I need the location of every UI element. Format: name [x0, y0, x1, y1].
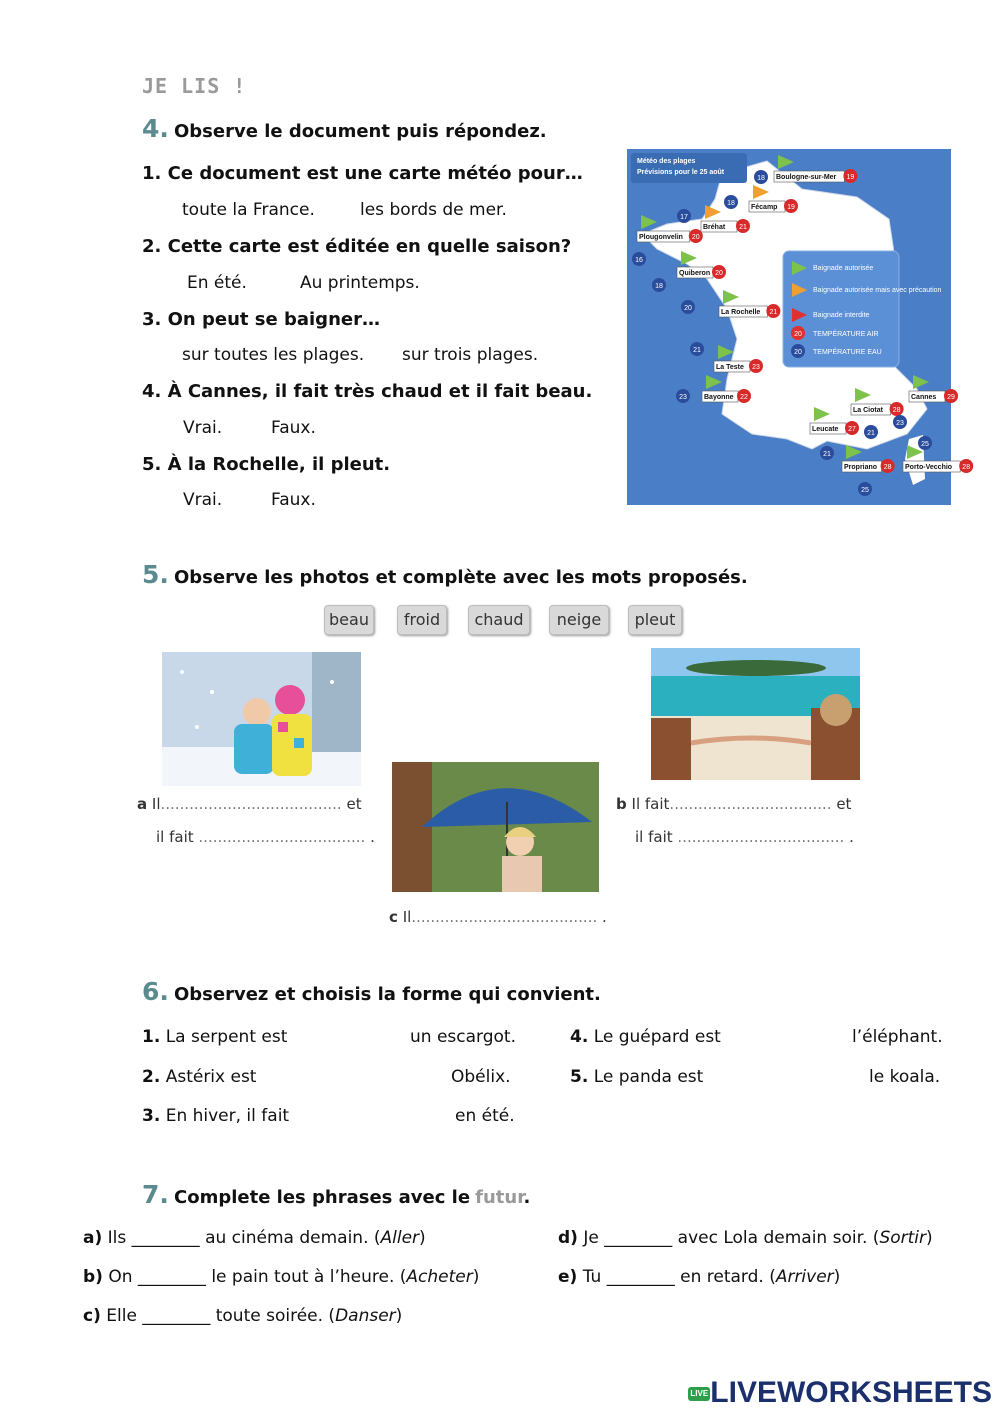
item-letter: b) — [83, 1267, 103, 1287]
blank-a2[interactable]: ................................... — [198, 828, 366, 846]
item-rest: avec Lola demain soir. ( — [677, 1228, 880, 1248]
s6-item-4 — [570, 1027, 721, 1047]
map-city-name: La Rochelle — [721, 309, 761, 316]
item-subject: Tu — [582, 1267, 602, 1287]
s6-item-3 — [142, 1106, 289, 1126]
page-header: JE LIS ! — [142, 74, 247, 98]
air-temp-value: 19 — [787, 204, 795, 211]
water-temp-value: 25 — [861, 487, 869, 494]
s7-item-a — [83, 1228, 426, 1248]
item-number: 1. — [142, 1027, 161, 1047]
section-number: 4. — [142, 114, 169, 143]
blank-input[interactable]: ________ — [606, 1267, 675, 1287]
legend-text-2: Baignade autorisée mais avec précaution — [813, 287, 942, 294]
photo-snow-children — [162, 652, 361, 786]
s6-item-4-end: l’éléphant. — [852, 1027, 943, 1047]
air-temp-value: 19 — [846, 174, 855, 181]
legend-text-1: Baignade autorisée — [813, 265, 874, 272]
section-5-heading — [142, 560, 748, 589]
item-close: ) — [926, 1228, 933, 1248]
legend-air-num: 20 — [794, 331, 802, 338]
water-temp-value: 25 — [921, 441, 929, 448]
water-temp-value: 21 — [867, 430, 875, 437]
blank-input[interactable]: ________ — [137, 1267, 206, 1287]
map-city-name: Bayonne — [704, 394, 734, 401]
blank-input[interactable]: ________ — [142, 1306, 211, 1326]
map-city-name: Porto-Vecchio — [905, 464, 953, 471]
label-b: b — [616, 795, 627, 813]
item-rest: le pain tout à l’heure. ( — [211, 1267, 407, 1287]
s6-item-1-end: un escargot. — [410, 1027, 516, 1047]
legend-text-5: TEMPÉRATURE EAU — [813, 349, 882, 356]
word-chip-froid[interactable]: froid — [397, 605, 447, 635]
map-city-name: Plougonvelin — [639, 234, 683, 241]
s6-item-5 — [570, 1067, 703, 1087]
option-2a[interactable]: En été. — [187, 273, 247, 293]
s6-item-2 — [142, 1067, 256, 1087]
s7-item-b — [83, 1267, 479, 1287]
map-city-name: Boulogne-sur-Mer — [776, 174, 837, 181]
water-temp-value: 18 — [757, 175, 765, 182]
section-7-heading — [142, 1180, 530, 1209]
fill-a-text: Il — [151, 795, 161, 813]
item-rest: au cinéma demain. ( — [205, 1228, 381, 1248]
logo-text: LIVEWORKSHEETS — [710, 1376, 992, 1409]
item-verb: Arriver — [775, 1267, 834, 1287]
section-title: Observez et choisis la forme qui convient. — [174, 984, 601, 1005]
air-temp-value: 28 — [892, 407, 901, 414]
question-5: 5. À la Rochelle, il pleut. — [142, 454, 391, 475]
s6-item-3-end: en été. — [455, 1106, 515, 1126]
option-3b[interactable]: sur trois plages. — [402, 345, 539, 365]
item-text: En hiver, il fait — [165, 1106, 290, 1126]
water-temp-value: 21 — [823, 451, 831, 458]
item-subject: On — [108, 1267, 133, 1287]
fill-b-end: . — [849, 828, 854, 846]
fill-a-end: . — [370, 828, 375, 846]
map-city-name: Fécamp — [751, 204, 778, 211]
section-title: Observe les photos et complète avec les mots proposés. — [174, 567, 748, 588]
item-close: ) — [395, 1306, 403, 1326]
water-temp-value: 21 — [693, 347, 701, 354]
water-temp-value: 20 — [684, 305, 692, 312]
option-1a[interactable]: toute la France. — [182, 200, 315, 220]
item-number: 2. — [142, 1067, 161, 1087]
fill-c-text: Il — [402, 908, 412, 926]
air-temp-value: 29 — [947, 394, 955, 401]
blank-c[interactable]: ....................................... — [411, 908, 598, 926]
item-verb: Aller — [380, 1228, 420, 1248]
map-city-name: La Ciotat — [853, 407, 883, 414]
fill-a-line2 — [156, 828, 375, 846]
item-letter: c) — [83, 1306, 101, 1326]
legend-text-3: Baignade interdite — [813, 312, 870, 319]
option-2b[interactable]: Au printemps. — [300, 273, 420, 293]
label-a: a — [137, 795, 148, 813]
air-temp-value: 20 — [691, 234, 700, 241]
water-temp-value: 18 — [655, 283, 663, 290]
item-close: ) — [833, 1267, 841, 1287]
fill-c-line — [389, 908, 607, 926]
s7-item-d — [558, 1228, 933, 1248]
beach-weather-map — [627, 149, 971, 505]
blank-a1[interactable]: ...................................... — [160, 795, 342, 813]
section-title-keyword: futur — [475, 1187, 524, 1208]
fill-a-line1 — [137, 795, 362, 813]
section-title: Complete les phrases avec le — [174, 1187, 471, 1208]
air-temp-value: 20 — [715, 270, 723, 277]
blank-b1[interactable]: .................................. — [669, 795, 832, 813]
fill-a-et: et — [346, 795, 362, 813]
item-subject: Ils — [107, 1228, 127, 1248]
option-5a[interactable]: Vrai. — [183, 490, 223, 510]
word-chip-chaud[interactable]: chaud — [468, 605, 530, 635]
question-1: 1. Ce document est une carte météo pour… — [142, 163, 583, 184]
item-letter: a) — [83, 1228, 103, 1248]
air-temp-value: 28 — [962, 464, 971, 471]
section-title-end: . — [523, 1187, 531, 1208]
section-number: 6. — [142, 977, 169, 1006]
item-letter: e) — [558, 1267, 578, 1287]
word-chip-pleut[interactable]: pleut — [628, 605, 682, 635]
map-city-name: Leucate — [812, 426, 839, 433]
item-verb: Sortir — [879, 1228, 927, 1248]
legend-text-4: TEMPÉRATURE AIR — [813, 331, 879, 338]
item-text: La serpent est — [165, 1027, 288, 1047]
option-1b[interactable]: les bords de mer. — [360, 200, 507, 220]
air-temp-value: 23 — [752, 364, 760, 371]
s6-item-1 — [142, 1027, 287, 1047]
option-5b[interactable]: Faux. — [271, 490, 316, 510]
item-rest: en retard. ( — [680, 1267, 776, 1287]
question-4: 4. À Cannes, il fait très chaud et il fait beau. — [142, 381, 593, 402]
map-city-name: Quiberon — [679, 270, 711, 277]
map-title-2: Prévisions pour le 25 août — [637, 169, 725, 176]
photo-beach — [651, 648, 860, 780]
water-temp-value: 16 — [635, 257, 643, 264]
item-verb: Danser — [335, 1306, 396, 1326]
s7-item-e — [558, 1267, 840, 1287]
fill-c-end: . — [602, 908, 607, 926]
s6-item-2-end: Obélix. — [451, 1067, 511, 1087]
map-title-1: Météo des plages — [637, 158, 696, 165]
item-text: Le guépard est — [593, 1027, 721, 1047]
section-number: 5. — [142, 560, 169, 589]
air-temp-value: 22 — [740, 394, 748, 401]
air-temp-value: 21 — [739, 224, 747, 231]
map-city-name: Cannes — [911, 394, 937, 401]
item-close: ) — [472, 1267, 480, 1287]
question-2: 2. Cette carte est éditée en quelle saison? — [142, 236, 572, 257]
blank-b2[interactable]: ................................... — [677, 828, 845, 846]
word-chip-neige[interactable]: neige — [549, 605, 609, 635]
map-city-name: Bréhat — [703, 224, 726, 231]
map-city-name: La Teste — [716, 364, 744, 371]
label-c: c — [389, 908, 398, 926]
fill-b-et: et — [836, 795, 852, 813]
item-subject: Je — [583, 1228, 599, 1248]
item-text: Le panda est — [593, 1067, 704, 1087]
option-4a[interactable]: Vrai. — [183, 418, 223, 438]
question-3: 3. On peut se baigner… — [142, 309, 380, 330]
item-number: 5. — [570, 1067, 589, 1087]
item-subject: Elle — [106, 1306, 137, 1326]
section-6-heading — [142, 977, 601, 1006]
option-4b[interactable]: Faux. — [271, 418, 316, 438]
section-title: Observe le document puis répondez. — [174, 121, 547, 142]
section-number: 7. — [142, 1180, 169, 1209]
fill-b-text2: il fait — [635, 828, 673, 846]
item-verb: Acheter — [406, 1267, 473, 1287]
water-temp-value: 23 — [679, 394, 687, 401]
s7-item-c — [83, 1306, 402, 1326]
s6-item-5-end: le koala. — [869, 1067, 941, 1087]
item-letter: d) — [558, 1228, 578, 1248]
item-number: 3. — [142, 1106, 161, 1126]
water-temp-value: 17 — [680, 214, 688, 221]
item-close: ) — [419, 1228, 426, 1248]
fill-b-line2 — [635, 828, 854, 846]
water-temp-value: 18 — [727, 200, 735, 207]
option-3a[interactable]: sur toutes les plages. — [182, 345, 365, 365]
section-4-heading — [142, 114, 547, 143]
blank-input[interactable]: ________ — [604, 1228, 673, 1248]
fill-a-text2: il fait — [156, 828, 194, 846]
air-temp-value: 27 — [848, 426, 856, 433]
liveworksheets-logo[interactable] — [688, 1376, 992, 1410]
photo-umbrella — [392, 762, 599, 892]
blank-input[interactable]: ________ — [131, 1228, 200, 1248]
air-temp-value: 21 — [769, 309, 778, 316]
item-text: Astérix est — [165, 1067, 257, 1087]
air-temp-value: 28 — [883, 464, 892, 471]
word-chip-beau[interactable]: beau — [324, 605, 374, 635]
legend-water-num: 20 — [794, 349, 802, 356]
map-city-name: Propriano — [844, 464, 878, 471]
item-number: 4. — [570, 1027, 589, 1047]
water-temp-value: 23 — [896, 420, 904, 427]
fill-b-text: Il fait — [631, 795, 670, 813]
item-rest: toute soirée. ( — [215, 1306, 336, 1326]
logo-badge-icon: LIVE — [688, 1387, 710, 1401]
fill-b-line1 — [616, 795, 851, 813]
